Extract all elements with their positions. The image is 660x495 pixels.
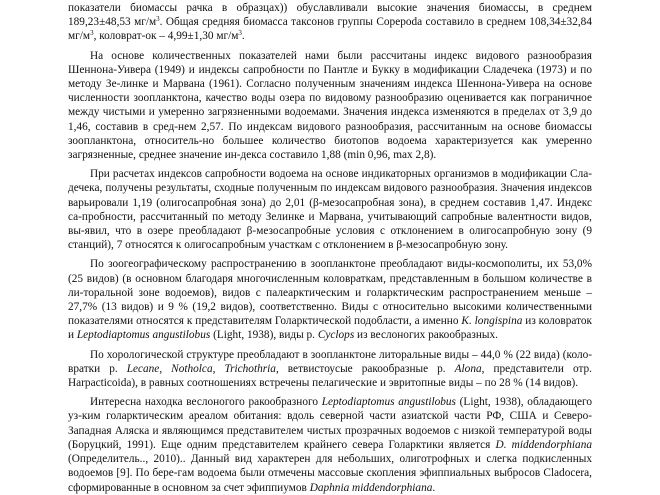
italic-taxon: Alona xyxy=(454,362,482,375)
text-run: , представители отр. Harpacticoida), в равных соотношениях встречены пелагические и эвритопные виды – по 28 % (14 видов). xyxy=(68,362,592,390)
text-run: . xyxy=(432,481,436,494)
text-run: , коловрат-ок – 4,99±1,30 мг/м xyxy=(93,30,239,43)
text-run: (Light, 1938), виды р. xyxy=(210,329,318,342)
italic-taxon: Daphnia middendorphiana xyxy=(309,481,433,494)
superscript: 3 xyxy=(238,29,242,38)
superscript: 3 xyxy=(90,29,94,38)
text-run: . xyxy=(241,30,245,43)
paragraph xyxy=(68,348,592,391)
text-run: Интересна находка веслоногого ракообразного xyxy=(90,396,322,409)
italic-taxon: Lecane, Notholca, Trichothria xyxy=(126,362,276,375)
italic-taxon: K. longispina xyxy=(461,315,523,328)
text-run: показатели биомассы рачка в образцах)) обуславливали высокие значения биомассы, в среднем 189,23±48,53 мг/м xyxy=(68,2,592,29)
italic-taxon: Leptodiaptomus angustilobus xyxy=(76,329,211,342)
paragraph xyxy=(68,1,592,44)
text-run: из коловраток и xyxy=(68,315,593,342)
text-run: из веслоногих ракообразных. xyxy=(354,329,498,342)
text-run: По зоогеографическому распространению в зоопланктоне преобладают виды-космополиты, их 53,0% (25 видов) (в основном благодаря многочисленным коловраткам, представленным в большом количестве в ли-торальной зоне водоемов), видов с палеарктическим и голарктическим распространением меньше – 27,7% (13 видов) и 9 % (19,2 видов), соответственно. Виды с относительно высокими количественными показателями относятся к представителям Голарктической подобласти, а именно xyxy=(68,258,592,328)
paragraph xyxy=(68,167,592,252)
text-run: При расчетах индексов сапробности водоема на основе индикаторных организмов в модификации Сла-дечека, получены результаты, сходные полученным по индексам видового разнообразия. Значения индексов варьировали 1,19 (олигосапробная зона) до 2,01 (β-мезосапробная зона), в среднем составив 1,47. Индекс са-пробности, рассчитанный по методу Зелинке и Марвана, учитывающий сапробные валентности видов, вы-явил, что в озере преобладают β-мезосапробные условия с отклонением в олигосапробную зону (9 станций), 7 относятся к олигосапробным участкам с отклонением в β-мезосапробную зону. xyxy=(68,168,592,252)
paragraph xyxy=(68,257,592,342)
text-run: . Общая средняя биомасса таксонов группы Copepoda составило в среднем 108,34±32,84 мг/м xyxy=(68,16,592,43)
italic-taxon: Cyclops xyxy=(317,329,355,342)
text-run: На основе количественных показателей нами были рассчитаны индекс видового разнообразия Шеннона-Уивера (1949) и индексы сапробности по Пантле и Букку в модификации Сладечека (1973) и по методу Зе-линке и Марвана (1961). Согласно полученным значениям индекса Шеннона-Уивера на основе численности зоопланктона, качество воды озера по видовому разнообразию оценивается как пограничное между чистыми и умеренно загрязненными водоемами. Значения индекса изменяются в пределах от 3,9 до 1,46, составив в сред-нем 2,57. По индексам видового разнообразия, рассчитанным на основе биомассы зоопланктона, относитель-но большее количество биотопов водоема характеризуется как умеренно загрязненные, среднее значение ин-декса составило 1,88 (min 0,96, max 2,8). xyxy=(68,49,592,162)
paragraph xyxy=(68,49,592,163)
italic-taxon: Leptodiaptomus angustilobus xyxy=(321,396,456,409)
superscript: 3 xyxy=(156,15,160,24)
text-run: По хорологической структуре преобладают в зоопланктоне литоральные виды – 44,0 % (22 вида) (коло-вратки р. xyxy=(68,348,592,375)
paragraph xyxy=(68,395,592,494)
text-run: (Light, 1938), обладающего уз-ким голарктическим ареалом обитания: вдоль северной части азиатской части РФ, США и Северо-Западная Аляска и являющимся представителем чистых прозрачных водоемов с низкой температурой воды (Боруцкий, 1991). Еще одним представителем крайнего севера Голарктики является xyxy=(68,396,592,451)
italic-taxon: D. middendorphiana xyxy=(495,438,592,451)
text-run: (Определитель.., 2010).. Данный вид характерен для небольших, олиготрофных и слегка подкисленных водоемов [9]. По бере-гам водоема были отмечены массовые скопления эфиппиальных выбросов Cladocera, сформированные в основном за счет эфиппиумов xyxy=(68,453,592,494)
text-run: , ветвистоусые ракообразные р. xyxy=(275,362,455,375)
